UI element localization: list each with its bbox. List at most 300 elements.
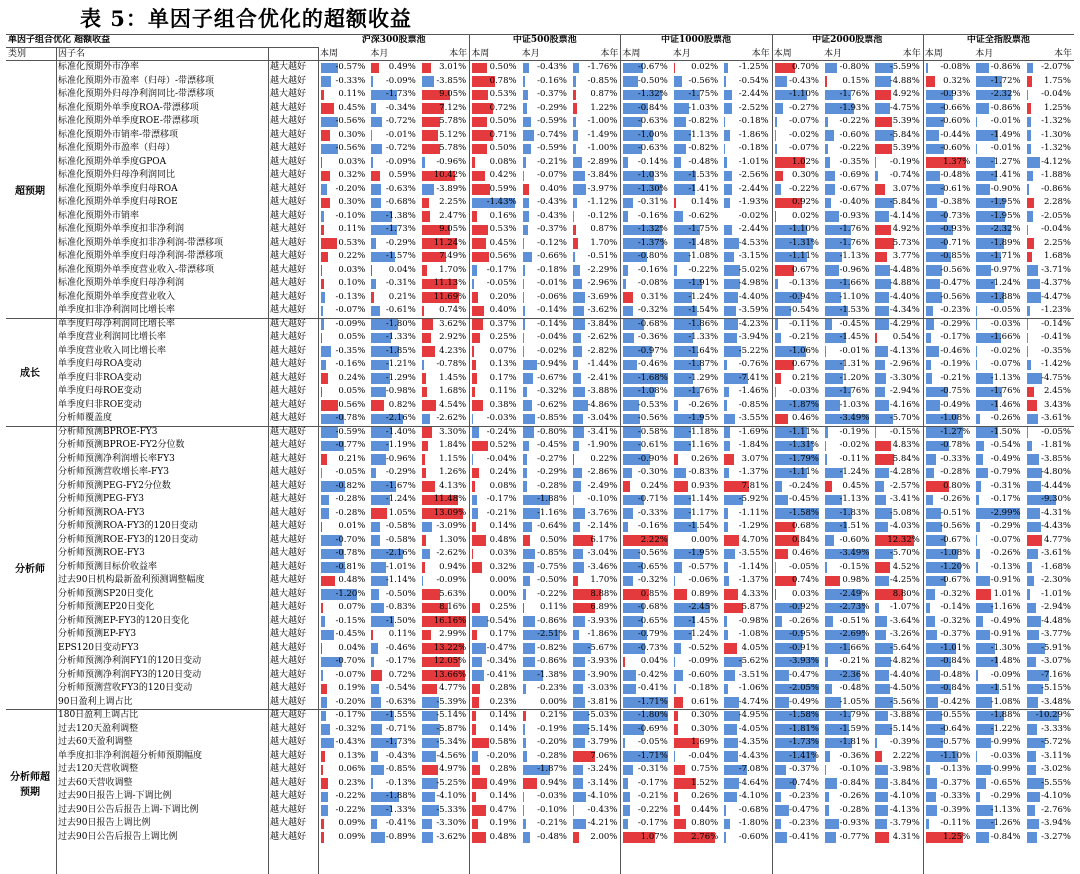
value-label: -1.51% bbox=[839, 521, 870, 531]
value-label: -4.03% bbox=[889, 521, 920, 531]
value-label: -0.04% bbox=[486, 453, 517, 464]
period-header: 本周 bbox=[320, 48, 339, 59]
pool-header: 中证2000股票池 bbox=[812, 35, 883, 45]
value-label: -0.23% bbox=[789, 791, 819, 801]
value-label: 5.39% bbox=[892, 143, 920, 153]
value-label: 1.30% bbox=[439, 534, 467, 545]
value-label: -0.48% bbox=[839, 683, 870, 693]
value-label: -0.02% bbox=[738, 210, 769, 221]
value-label: -3.94% bbox=[1041, 818, 1071, 828]
value-label: -0.09% bbox=[990, 669, 1021, 680]
value-label: 1.75% bbox=[1043, 75, 1071, 86]
value-label: -3.85% bbox=[1041, 453, 1071, 464]
value-label: -1.73% bbox=[385, 737, 416, 747]
value-label: -0.48% bbox=[940, 170, 971, 180]
value-label: -1.26% bbox=[990, 818, 1021, 828]
value-label: -1.95% bbox=[990, 197, 1021, 207]
value-label: -0.59% bbox=[335, 426, 366, 437]
value-label: -0.79% bbox=[637, 629, 668, 639]
value-label: -0.05% bbox=[789, 561, 819, 572]
value-label: -0.17% bbox=[637, 777, 668, 788]
factor-direction: 越大越好 bbox=[270, 831, 307, 842]
value-label: 12.05% bbox=[433, 656, 467, 666]
value-label: 0.05% bbox=[338, 386, 366, 396]
factor-name: 分析师预测净利润FY3的120日变动 bbox=[58, 669, 202, 680]
value-label: -0.85% bbox=[537, 548, 567, 558]
value-label: -1.40% bbox=[385, 426, 416, 437]
value-label: -0.86% bbox=[537, 656, 567, 666]
value-label: -1.13% bbox=[990, 804, 1021, 815]
value-label: 0.14% bbox=[489, 710, 517, 720]
value-label: -1.86% bbox=[688, 318, 719, 329]
value-label: 12.32% bbox=[887, 534, 920, 545]
value-label: -3.55% bbox=[738, 413, 769, 423]
value-label: -0.16% bbox=[637, 521, 668, 531]
value-label: -0.58% bbox=[385, 521, 416, 531]
factor-name: 过去90日机构最新盈利预测调整幅度 bbox=[58, 575, 205, 585]
value-label: -0.36% bbox=[839, 750, 870, 761]
value-label: -5.67% bbox=[587, 642, 618, 653]
factor-name: 标准化预期外单季度ROE-带漂移项 bbox=[58, 116, 199, 126]
value-label: -0.84% bbox=[990, 831, 1021, 842]
factor-direction: 越大越好 bbox=[270, 453, 307, 464]
value-label: -0.08% bbox=[940, 62, 971, 72]
value-label: -0.53% bbox=[637, 399, 668, 410]
value-label: -0.68% bbox=[637, 318, 668, 329]
value-label: -1.95% bbox=[990, 210, 1021, 221]
value-label: 0.98% bbox=[842, 575, 870, 585]
value-label: -3.97% bbox=[587, 183, 618, 194]
value-label: 0.48% bbox=[489, 534, 517, 545]
value-label: -0.20% bbox=[335, 696, 366, 707]
value-label: -0.47% bbox=[486, 642, 517, 653]
value-label: -0.92% bbox=[789, 602, 819, 612]
value-label: -1.38% bbox=[537, 669, 567, 680]
factor-direction: 越大越好 bbox=[270, 129, 307, 140]
value-label: -1.24% bbox=[688, 629, 719, 639]
value-label: -3.30% bbox=[436, 818, 467, 828]
value-label: 4.77% bbox=[439, 683, 467, 693]
factor-direction: 越大越好 bbox=[270, 480, 307, 491]
value-label: 4.33% bbox=[741, 588, 769, 599]
value-label: -0.67% bbox=[839, 183, 870, 194]
value-label: -4.35% bbox=[738, 737, 769, 747]
value-label: 0.53% bbox=[489, 224, 517, 234]
value-label: -1.23% bbox=[1041, 305, 1071, 315]
factor-direction: 越大越好 bbox=[270, 210, 307, 221]
value-label: -5.92% bbox=[738, 494, 769, 504]
column-divider bbox=[268, 47, 269, 874]
value-label: -0.98% bbox=[385, 386, 416, 396]
value-label: -0.82% bbox=[688, 116, 719, 126]
value-label: 0.14% bbox=[691, 197, 719, 207]
factor-direction: 越大越好 bbox=[270, 548, 307, 558]
value-label: -0.70% bbox=[335, 656, 366, 666]
factor-direction: 越大越好 bbox=[270, 372, 307, 383]
value-label: -0.67% bbox=[537, 372, 567, 383]
value-label: -1.54% bbox=[688, 521, 719, 531]
factor-name: 单季度扣非净利润同比增长率 bbox=[58, 305, 176, 315]
value-label: -0.90% bbox=[637, 453, 668, 464]
value-label: -5.70% bbox=[889, 413, 920, 423]
value-label: -1.49% bbox=[990, 129, 1021, 140]
value-label: -3.03% bbox=[587, 683, 618, 693]
value-label: -0.96% bbox=[436, 156, 467, 167]
value-label: 0.14% bbox=[489, 791, 517, 801]
value-label: -2.16% bbox=[385, 413, 416, 423]
value-label: 13.22% bbox=[433, 642, 467, 653]
value-label: -1.18% bbox=[688, 426, 719, 437]
value-label: -1.01% bbox=[1041, 588, 1071, 599]
value-label: -0.63% bbox=[385, 183, 416, 194]
value-label: 0.11% bbox=[338, 89, 366, 99]
value-label: -0.60% bbox=[688, 669, 719, 680]
value-label: -4.13% bbox=[889, 804, 920, 815]
value-label: -0.47% bbox=[940, 278, 971, 288]
value-label: 0.23% bbox=[338, 777, 366, 788]
value-label: -0.14% bbox=[637, 156, 668, 167]
factor-direction: 越大越好 bbox=[270, 723, 307, 734]
factor-name: 单季度归母ROE变动 bbox=[58, 386, 142, 396]
value-label: 0.03% bbox=[791, 588, 819, 599]
value-label: -0.29% bbox=[385, 237, 416, 248]
factor-direction: 越大越好 bbox=[270, 305, 307, 315]
value-label: -1.17% bbox=[688, 507, 719, 518]
value-label: 0.11% bbox=[388, 629, 416, 639]
value-label: -1.27% bbox=[990, 156, 1021, 167]
value-label: -1.08% bbox=[738, 629, 769, 639]
value-label: -0.49% bbox=[990, 453, 1021, 464]
value-label: -4.48% bbox=[1041, 615, 1071, 626]
value-label: 4.52% bbox=[892, 561, 920, 572]
value-label: -0.32% bbox=[940, 615, 971, 626]
value-label: -4.28% bbox=[889, 467, 920, 477]
value-label: -1.58% bbox=[789, 507, 819, 518]
value-label: -1.76% bbox=[839, 224, 870, 234]
value-label: -0.65% bbox=[990, 777, 1021, 788]
value-label: -0.17% bbox=[335, 710, 366, 720]
factor-name: 标准化预期外市盈率（归母） bbox=[58, 143, 176, 153]
value-label: 2.92% bbox=[439, 332, 467, 342]
value-label: -0.71% bbox=[385, 723, 416, 734]
value-label: 0.54% bbox=[892, 332, 920, 342]
value-label: -3.61% bbox=[1041, 548, 1071, 558]
factor-name: 标准化预期外单季度扣非净利润-带漂移项 bbox=[58, 237, 224, 248]
value-label: -0.52% bbox=[688, 642, 719, 653]
value-label: -4.31% bbox=[1041, 507, 1071, 518]
value-label: 4.31% bbox=[892, 831, 920, 842]
value-label: -2.56% bbox=[738, 170, 769, 180]
factor-name: 标准化预期外归母净利润同比 bbox=[58, 170, 176, 180]
value-label: -7.16% bbox=[1041, 669, 1071, 680]
value-label: -0.68% bbox=[385, 197, 416, 207]
value-label: -0.21% bbox=[789, 332, 819, 342]
value-label: -0.85% bbox=[385, 764, 416, 774]
factor-name: 分析师预测BPROE-FY3 bbox=[58, 426, 158, 437]
pool-header: 中证1000股票池 bbox=[660, 35, 732, 45]
value-label: -0.20% bbox=[537, 737, 567, 747]
factor-name: 单季度营业收入同比增长率 bbox=[58, 345, 167, 356]
value-label: 0.72% bbox=[388, 669, 416, 680]
factor-direction: 越大越好 bbox=[270, 102, 307, 113]
value-label: -0.18% bbox=[738, 143, 769, 153]
value-label: -0.60% bbox=[940, 116, 971, 126]
value-label: -1.37% bbox=[738, 575, 769, 585]
value-label: 0.40% bbox=[489, 305, 517, 315]
value-label: -0.07% bbox=[789, 143, 819, 153]
factor-direction: 越大越好 bbox=[270, 696, 307, 707]
value-label: -1.80% bbox=[385, 318, 416, 329]
value-label: -1.11% bbox=[789, 467, 819, 477]
value-label: -3.49% bbox=[839, 413, 870, 423]
value-label: 0.21% bbox=[539, 710, 567, 720]
value-label: -0.76% bbox=[738, 359, 769, 369]
value-label: 1.52% bbox=[691, 777, 719, 788]
value-label: -0.55% bbox=[940, 710, 971, 720]
value-label: -0.35% bbox=[335, 345, 366, 356]
value-label: -4.14% bbox=[889, 210, 920, 221]
value-label: 0.70% bbox=[791, 62, 819, 72]
value-label: 0.00% bbox=[539, 696, 567, 707]
value-label: 1.02% bbox=[791, 156, 819, 167]
factor-name: 单季度扣非净利润超分析师预期幅度 bbox=[58, 750, 203, 761]
value-label: -0.98% bbox=[738, 615, 769, 626]
value-label: -1.08% bbox=[688, 251, 719, 261]
value-label: 0.21% bbox=[388, 291, 416, 302]
value-label: -2.51% bbox=[537, 629, 567, 639]
value-label: 3.77% bbox=[892, 251, 920, 261]
value-label: -0.80% bbox=[537, 426, 567, 437]
value-label: -0.84% bbox=[839, 777, 870, 788]
value-label: -1.55% bbox=[385, 710, 416, 720]
value-label: 4.83% bbox=[892, 440, 920, 450]
value-label: -1.11% bbox=[738, 507, 769, 518]
value-label: -4.29% bbox=[889, 318, 920, 329]
factor-direction: 越大越好 bbox=[270, 615, 307, 626]
value-label: -0.56% bbox=[637, 413, 668, 423]
value-label: 0.94% bbox=[439, 561, 467, 572]
value-label: -1.10% bbox=[789, 224, 819, 234]
value-label: -1.19% bbox=[385, 440, 416, 450]
value-label: 0.24% bbox=[489, 467, 517, 477]
value-label: -0.82% bbox=[335, 480, 366, 491]
value-label: -0.03% bbox=[486, 413, 517, 423]
value-label: 0.00% bbox=[489, 588, 517, 599]
factor-direction: 越大越好 bbox=[270, 197, 307, 207]
value-label: 2.00% bbox=[590, 831, 618, 842]
value-label: -4.53% bbox=[738, 237, 769, 248]
value-label: -0.91% bbox=[789, 642, 819, 653]
factor-name: 标准化预期外单季度营业收入-带漂移项 bbox=[58, 264, 215, 275]
value-label: -5.59% bbox=[889, 62, 920, 72]
value-label: 0.94% bbox=[539, 777, 567, 788]
value-label: -1.03% bbox=[637, 170, 668, 180]
value-label: -0.22% bbox=[688, 264, 719, 275]
value-label: -3.07% bbox=[1041, 656, 1071, 666]
value-label: -0.37% bbox=[537, 89, 567, 99]
value-label: -0.71% bbox=[940, 237, 971, 248]
value-label: -3.71% bbox=[1041, 264, 1071, 275]
value-label: 9.05% bbox=[439, 89, 467, 99]
value-label: -3.93% bbox=[587, 656, 618, 666]
value-label: -1.20% bbox=[839, 372, 870, 383]
value-label: -0.11% bbox=[940, 818, 971, 828]
value-label: -1.13% bbox=[688, 129, 719, 140]
value-label: -1.89% bbox=[990, 237, 1021, 248]
value-label: -1.31% bbox=[789, 237, 819, 248]
value-label: -0.67% bbox=[940, 575, 971, 585]
value-label: -0.50% bbox=[537, 575, 567, 585]
value-label: -4.10% bbox=[889, 791, 920, 801]
value-label: -0.30% bbox=[637, 467, 668, 477]
value-label: -1.08% bbox=[940, 413, 971, 423]
value-label: -0.43% bbox=[335, 737, 366, 747]
value-label: -4.21% bbox=[587, 818, 618, 828]
value-label: 0.80% bbox=[943, 480, 971, 491]
value-label: -1.46% bbox=[738, 386, 769, 396]
value-label: -0.56% bbox=[335, 143, 366, 153]
value-label: -0.37% bbox=[940, 777, 971, 788]
value-label: -0.35% bbox=[839, 156, 870, 167]
factor-direction: 越大越好 bbox=[270, 494, 307, 504]
value-label: -0.75% bbox=[940, 386, 971, 396]
value-label: 8.88% bbox=[590, 588, 618, 599]
value-label: -1.88% bbox=[537, 494, 567, 504]
value-label: -1.03% bbox=[688, 102, 719, 113]
value-label: 0.19% bbox=[489, 818, 517, 828]
value-label: -2.57% bbox=[889, 480, 920, 491]
value-label: 0.11% bbox=[539, 602, 567, 612]
column-divider bbox=[56, 47, 57, 874]
value-label: 0.24% bbox=[640, 480, 668, 491]
value-label: -0.17% bbox=[990, 494, 1021, 504]
value-label: -5.84% bbox=[889, 129, 920, 140]
value-label: -1.29% bbox=[688, 372, 719, 383]
value-label: -0.91% bbox=[990, 575, 1021, 585]
value-label: -0.42% bbox=[637, 669, 668, 680]
value-label: -4.74% bbox=[738, 696, 769, 707]
value-label: -0.01% bbox=[385, 129, 416, 140]
value-label: 1.70% bbox=[439, 264, 467, 275]
value-label: -1.71% bbox=[637, 750, 668, 761]
value-label: -0.11% bbox=[789, 318, 819, 329]
value-label: -3.26% bbox=[889, 629, 920, 639]
value-label: -0.71% bbox=[637, 494, 668, 504]
value-label: 0.85% bbox=[640, 588, 668, 599]
factor-direction: 越大越好 bbox=[270, 264, 307, 275]
value-label: -0.48% bbox=[940, 669, 971, 680]
value-label: -0.94% bbox=[537, 359, 567, 369]
value-label: -1.64% bbox=[688, 345, 719, 356]
value-label: -0.72% bbox=[385, 116, 416, 126]
value-label: -0.56% bbox=[940, 291, 971, 302]
value-label: -1.90% bbox=[587, 440, 618, 450]
value-label: -2.96% bbox=[587, 278, 618, 288]
value-label: 3.01% bbox=[439, 62, 467, 72]
value-label: -3.46% bbox=[587, 561, 618, 572]
pool-header: 中证500股票池 bbox=[512, 35, 577, 45]
value-label: 0.04% bbox=[388, 264, 416, 275]
value-label: 2.25% bbox=[439, 197, 467, 207]
value-label: -0.09% bbox=[688, 656, 719, 666]
factor-name: 分析师预测目标价收益率 bbox=[58, 561, 158, 572]
value-label: -2.69% bbox=[839, 629, 870, 639]
value-label: -1.50% bbox=[385, 615, 416, 626]
value-label: -3.55% bbox=[738, 548, 769, 558]
value-label: 0.19% bbox=[338, 683, 366, 693]
value-label: 0.05% bbox=[338, 332, 366, 342]
value-label: -1.41% bbox=[688, 183, 719, 194]
value-label: -0.15% bbox=[839, 561, 870, 572]
value-label: 0.32% bbox=[338, 170, 366, 180]
value-label: -1.10% bbox=[839, 291, 870, 302]
value-label: 0.84% bbox=[791, 534, 819, 545]
value-label: -1.25% bbox=[738, 62, 769, 72]
value-label: 4.77% bbox=[1043, 534, 1071, 545]
value-label: -3.04% bbox=[587, 413, 618, 423]
period-header: 本周 bbox=[773, 48, 792, 59]
value-label: -3.88% bbox=[587, 386, 618, 396]
factor-name: EPS120日变动FY3 bbox=[58, 642, 139, 653]
value-label: -0.56% bbox=[940, 264, 971, 275]
value-label: -0.28% bbox=[335, 507, 366, 518]
value-label: 0.46% bbox=[791, 413, 819, 423]
factor-direction: 越大越好 bbox=[270, 440, 307, 450]
value-label: -0.01% bbox=[990, 116, 1021, 126]
value-label: -0.10% bbox=[839, 764, 870, 774]
value-label: -1.05% bbox=[839, 696, 870, 707]
value-label: 0.30% bbox=[791, 170, 819, 180]
value-label: 0.38% bbox=[489, 399, 517, 410]
value-label: 0.87% bbox=[590, 224, 618, 234]
value-label: 0.58% bbox=[489, 737, 517, 747]
value-label: -2.89% bbox=[587, 156, 618, 167]
value-label: -1.01% bbox=[385, 561, 416, 572]
value-label: -3.64% bbox=[889, 615, 920, 626]
value-label: 0.14% bbox=[489, 521, 517, 531]
value-label: -0.13% bbox=[335, 291, 366, 302]
value-label: -0.02% bbox=[990, 345, 1021, 356]
value-label: -1.06% bbox=[789, 345, 819, 356]
value-label: -0.56% bbox=[335, 116, 366, 126]
factor-name: 标准化预期外市盈率（归母）-带漂移项 bbox=[58, 75, 215, 86]
value-label: -1.73% bbox=[385, 89, 416, 99]
value-label: -0.51% bbox=[839, 615, 870, 626]
factor-name: 标准化预期外单季度营业收入 bbox=[58, 291, 176, 302]
value-label: -0.58% bbox=[385, 534, 416, 545]
value-label: -1.16% bbox=[688, 440, 719, 450]
value-label: -1.75% bbox=[688, 89, 719, 99]
value-label: -2.73% bbox=[839, 602, 870, 612]
value-label: -0.78% bbox=[940, 440, 971, 450]
value-label: -0.08% bbox=[637, 278, 668, 288]
factor-direction: 越大越好 bbox=[270, 534, 307, 545]
value-label: -1.73% bbox=[789, 737, 819, 747]
value-label: -5.39% bbox=[436, 696, 467, 707]
value-label: -2.76% bbox=[1041, 804, 1071, 815]
value-label: 5.87% bbox=[741, 602, 769, 612]
factor-name: 180日盈利上调占比 bbox=[58, 710, 139, 720]
value-label: -1.80% bbox=[637, 710, 668, 720]
value-label: -0.61% bbox=[637, 440, 668, 450]
value-label: -5.14% bbox=[889, 723, 920, 734]
factor-name: 标准化预期外市净率 bbox=[58, 62, 140, 72]
value-label: -0.97% bbox=[990, 264, 1021, 275]
value-label: -0.78% bbox=[335, 548, 366, 558]
value-label: -0.60% bbox=[738, 831, 769, 842]
value-label: -5.22% bbox=[738, 345, 769, 356]
value-label: 0.03% bbox=[489, 548, 517, 558]
